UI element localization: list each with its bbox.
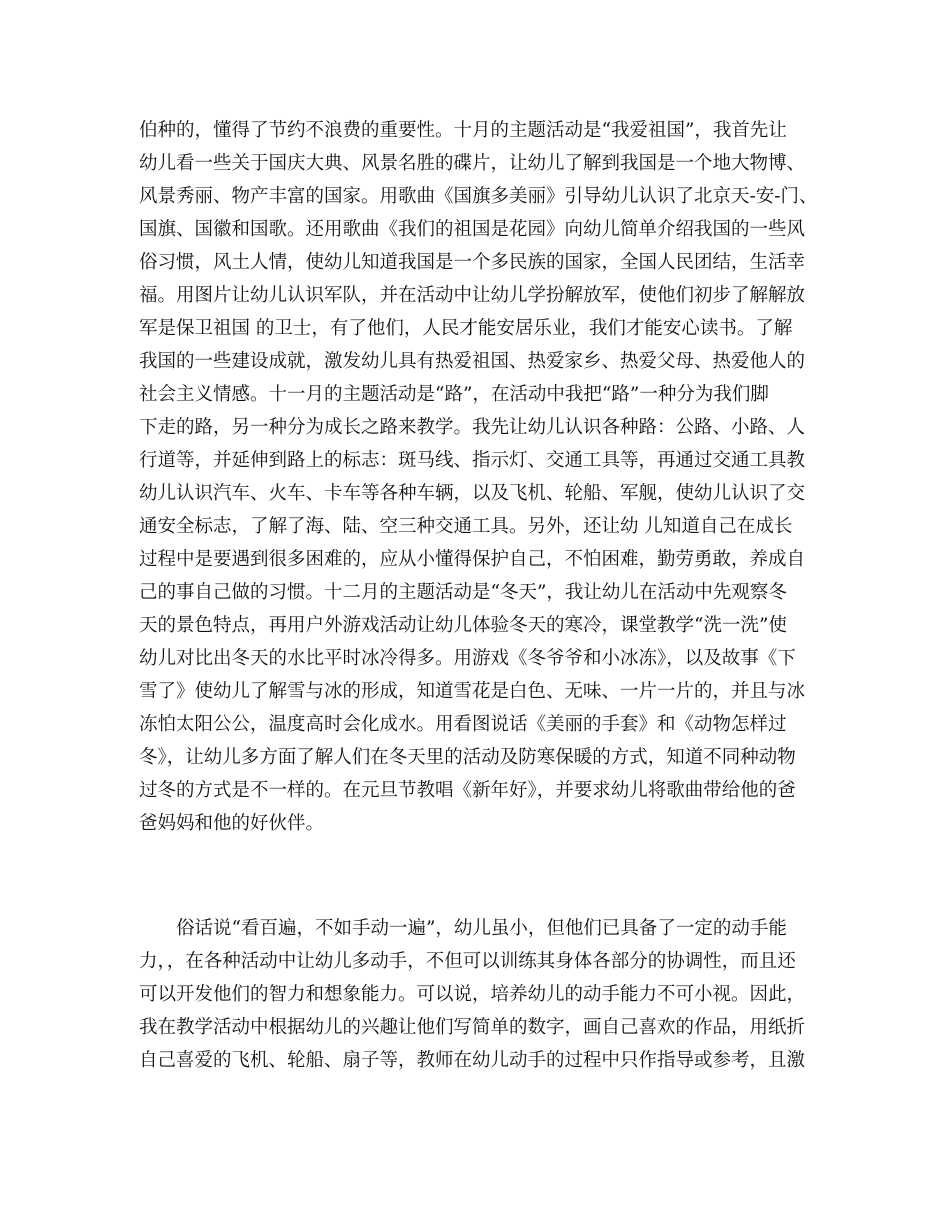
text-line: 行道等，并延伸到路上的标志：斑马线、指示灯、交通工具等，再通过交通工具教 [139,450,806,471]
text-line: 国旗、国徽和国歌。还用歌曲《我们的祖国是花园》向幼儿简单介绍我国的一些风 [139,219,806,240]
text-line: 力，，在各种活动中让幼儿多动手，不但可以训练其身体各部分的协调性，而且还 [139,951,796,972]
text-line: 风景秀丽、物产丰富的国家。用歌曲《国旗多美丽》引导幼儿认识了北京天-安-门、 [139,186,818,207]
text-line: 伯种的，懂得了节约不浪费的重要性。十月的主题活动是“我爱祖国”，我首先让 [139,120,787,141]
text-line: 我在教学活动中根据幼儿的兴趣让他们写简单的数字，画自己喜欢的作品，用纸折 [139,1017,806,1038]
text-line: 过冬的方式是不一样的。在元旦节教唱《新年好》，并要求幼儿将歌曲带给他的爸 [139,780,796,801]
text-line: 福。用图片让幼儿认识军队，并在活动中让幼儿学扮解放军，使他们初步了解解放 [139,285,806,306]
text-line: 爸妈妈和他的好伙伴。 [139,813,325,834]
text-line: 雪了》使幼儿了解雪与冰的形成，知道雪花是白色、无味、一片一片的，并且与冰 [139,681,806,702]
text-line: 幼儿对比出冬天的水比平时冰冷得多。用游戏《冬爷爷和小冰冻》，以及故事《下 [139,648,796,669]
text-line: 俗习惯，风土人情，使幼儿知道我国是一个多民族的国家，全国人民团结，生活幸 [139,252,806,273]
text-line: 可以开发他们的智力和想象能力。可以说，培养幼儿的动手能力不可小视。因此， [139,984,806,1005]
text-line: 俗话说“看百遍，不如手动一遍”，幼儿虽小，但他们已具备了一定的动手能 [176,918,787,939]
text-line: 天的景色特点，再用户外游戏活动让幼儿体验冬天的寒冷，课堂教学“洗一洗”使 [139,615,787,636]
text-line: 幼儿认识汽车、火车、卡车等各种车辆，以及飞机、轮船、军舰，使幼儿认识了交 [139,483,806,504]
paragraph-2 [139,912,819,1077]
text-line: 军是保卫祖国 的卫士，有了他们，人民才能安居乐业，我们才能安心读书。了解 [139,318,793,339]
text-line: 冻怕太阳公公，温度高时会化成水。用看图说话《美丽的手套》和《动物怎样过 [139,714,787,735]
text-line: 自己喜爱的飞机、轮船、扇子等，教师在幼儿动手的过程中只作指导或参考，且激 [139,1050,806,1071]
text-line: 己的事自己做的习惯。十二月的主题活动是“冬天”，我让幼儿在活动中先观察冬 [139,582,787,603]
text-line: 冬》，让幼儿多方面了解人们在冬天里的活动及防寒保暖的方式，知道不同种动物 [139,747,796,768]
paragraph-1 [139,114,819,840]
text-line: 社会主义情感。十一月的主题活动是“路”，在活动中我把“路”一种分为我们脚 [139,384,769,405]
text-line: 通安全标志，了解了海、陆、空三种交通工具。另外，还让幼 儿知道自己在成长 [139,516,793,537]
text-line: 幼儿看一些关于国庆大典、风景名胜的碟片，让幼儿了解到我国是一个地大物博、 [139,153,806,174]
text-line: 我国的一些建设成就，激发幼儿具有热爱祖国、热爱家乡、热爱父母、热爱他人的 [139,351,806,372]
text-line: 过程中是要遇到很多困难的，应从小懂得保护自己，不怕困难，勤劳勇敢，养成自 [139,549,806,570]
text-line: 下走的路，另一种分为成长之路来教学。我先让幼儿认识各种路：公路、小路、人 [139,417,806,438]
